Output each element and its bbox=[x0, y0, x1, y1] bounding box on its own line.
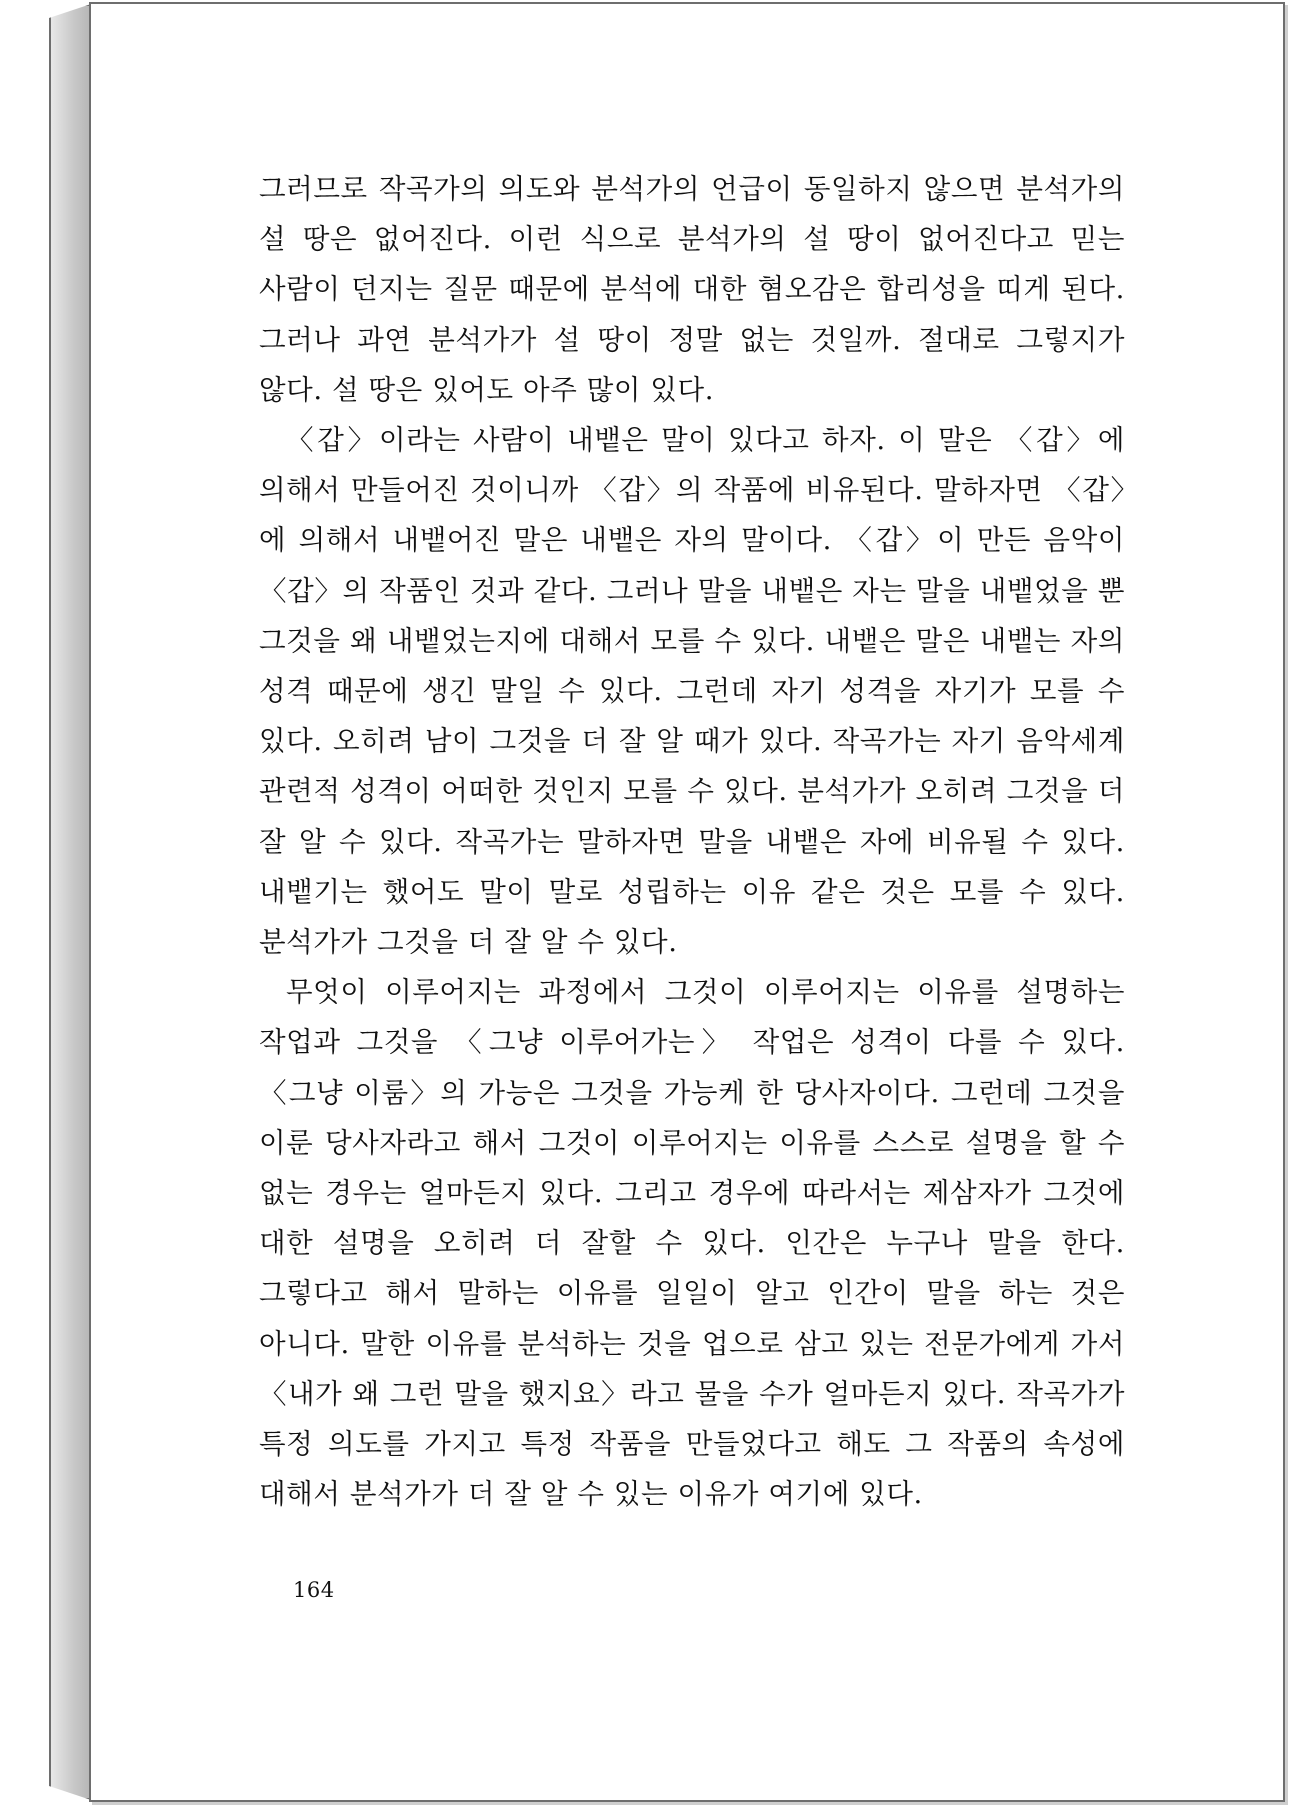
paragraph-3: 무엇이 이루어지는 과정에서 그것이 이루어지는 이유를 설명하는 작업과 그것을 〈그냥 이루어가는〉 작업은 성격이 다를 수 있다. 〈그냥 이룸〉의 가능은 그것을 가능케 한 당사자이다. 그런데 그것을 이룬 당사자라고 해서 그것이 이루어지는 이유를 스스로 설명을 할 수 없는 경우는 얼마든지 있다. 그리고 경우에 따라서는 제삼자가 그것에 대한 설명을 오히려 더 잘할 수 있다. 인간은 누구나 말을 한다. 그렇다고 해서 말하는 이유를 일일이 알고 인간이 말을 하는 것은 아니다. 말한 이유를 분석하는 것을 업으로 삼고 있는 전문가에게 가서 〈내가 왜 그런 말을 했지요〉라고 물을 수가 얼마든지 있다. 작곡가가 특정 의도를 가지고 특정 작품을 만들었다고 해도 그 작품의 속성에 대해서 분석가가 더 잘 알 수 있는 이유가 여기에 있다. bbox=[259, 976, 1125, 1511]
paragraph-2: 〈갑〉이라는 사람이 내뱉은 말이 있다고 하자. 이 말은 〈갑〉에 의해서 만들어진 것이니까 〈갑〉의 작품에 비유된다. 말하자면 〈갑〉에 의해서 내뱉어진 말은 내뱉은 자의 말이다. 〈갑〉이 만든 음악이 〈갑〉의 작품인 것과 같다. 그러나 말을 내뱉은 자는 말을 내뱉었을 뿐 그것을 왜 내뱉었는지에 대해서 모를 수 있다. 내뱉은 말은 내뱉는 자의 성격 때문에 생긴 말일 수 있다. 그런데 자기 성격을 자기가 모를 수 있다. 오히려 남이 그것을 더 잘 알 때가 있다. 작곡가는 자기 음악세계 관련적 성격이 어떠한 것인지 모를 수 있다. 분석가가 오히려 그것을 더 잘 알 수 있다. 작곡가는 말하자면 말을 내뱉은 자에 비유될 수 있다. 내뱉기는 했어도 말이 말로 성립하는 이유 같은 것은 모를 수 있다. 분석가가 그것을 더 잘 알 수 있다. bbox=[259, 424, 1125, 959]
body-text bbox=[259, 164, 1125, 1519]
paragraph-1: 그러므로 작곡가의 의도와 분석가의 언급이 동일하지 않으면 분석가의 설 땅은 없어진다. 이런 식으로 분석가의 설 땅이 없어진다고 믿는 사람이 던지는 질문 때문에 분석에 대한 혐오감은 합리성을 띠게 된다. 그러나 과연 분석가가 설 땅이 정말 없는 것일까. 절대로 그렇지가 않다. 설 땅은 있어도 아주 많이 있다. bbox=[259, 173, 1125, 406]
page-number: 164 bbox=[293, 1578, 335, 1602]
book-spine bbox=[49, 4, 91, 1800]
page-sheet bbox=[89, 2, 1285, 1802]
